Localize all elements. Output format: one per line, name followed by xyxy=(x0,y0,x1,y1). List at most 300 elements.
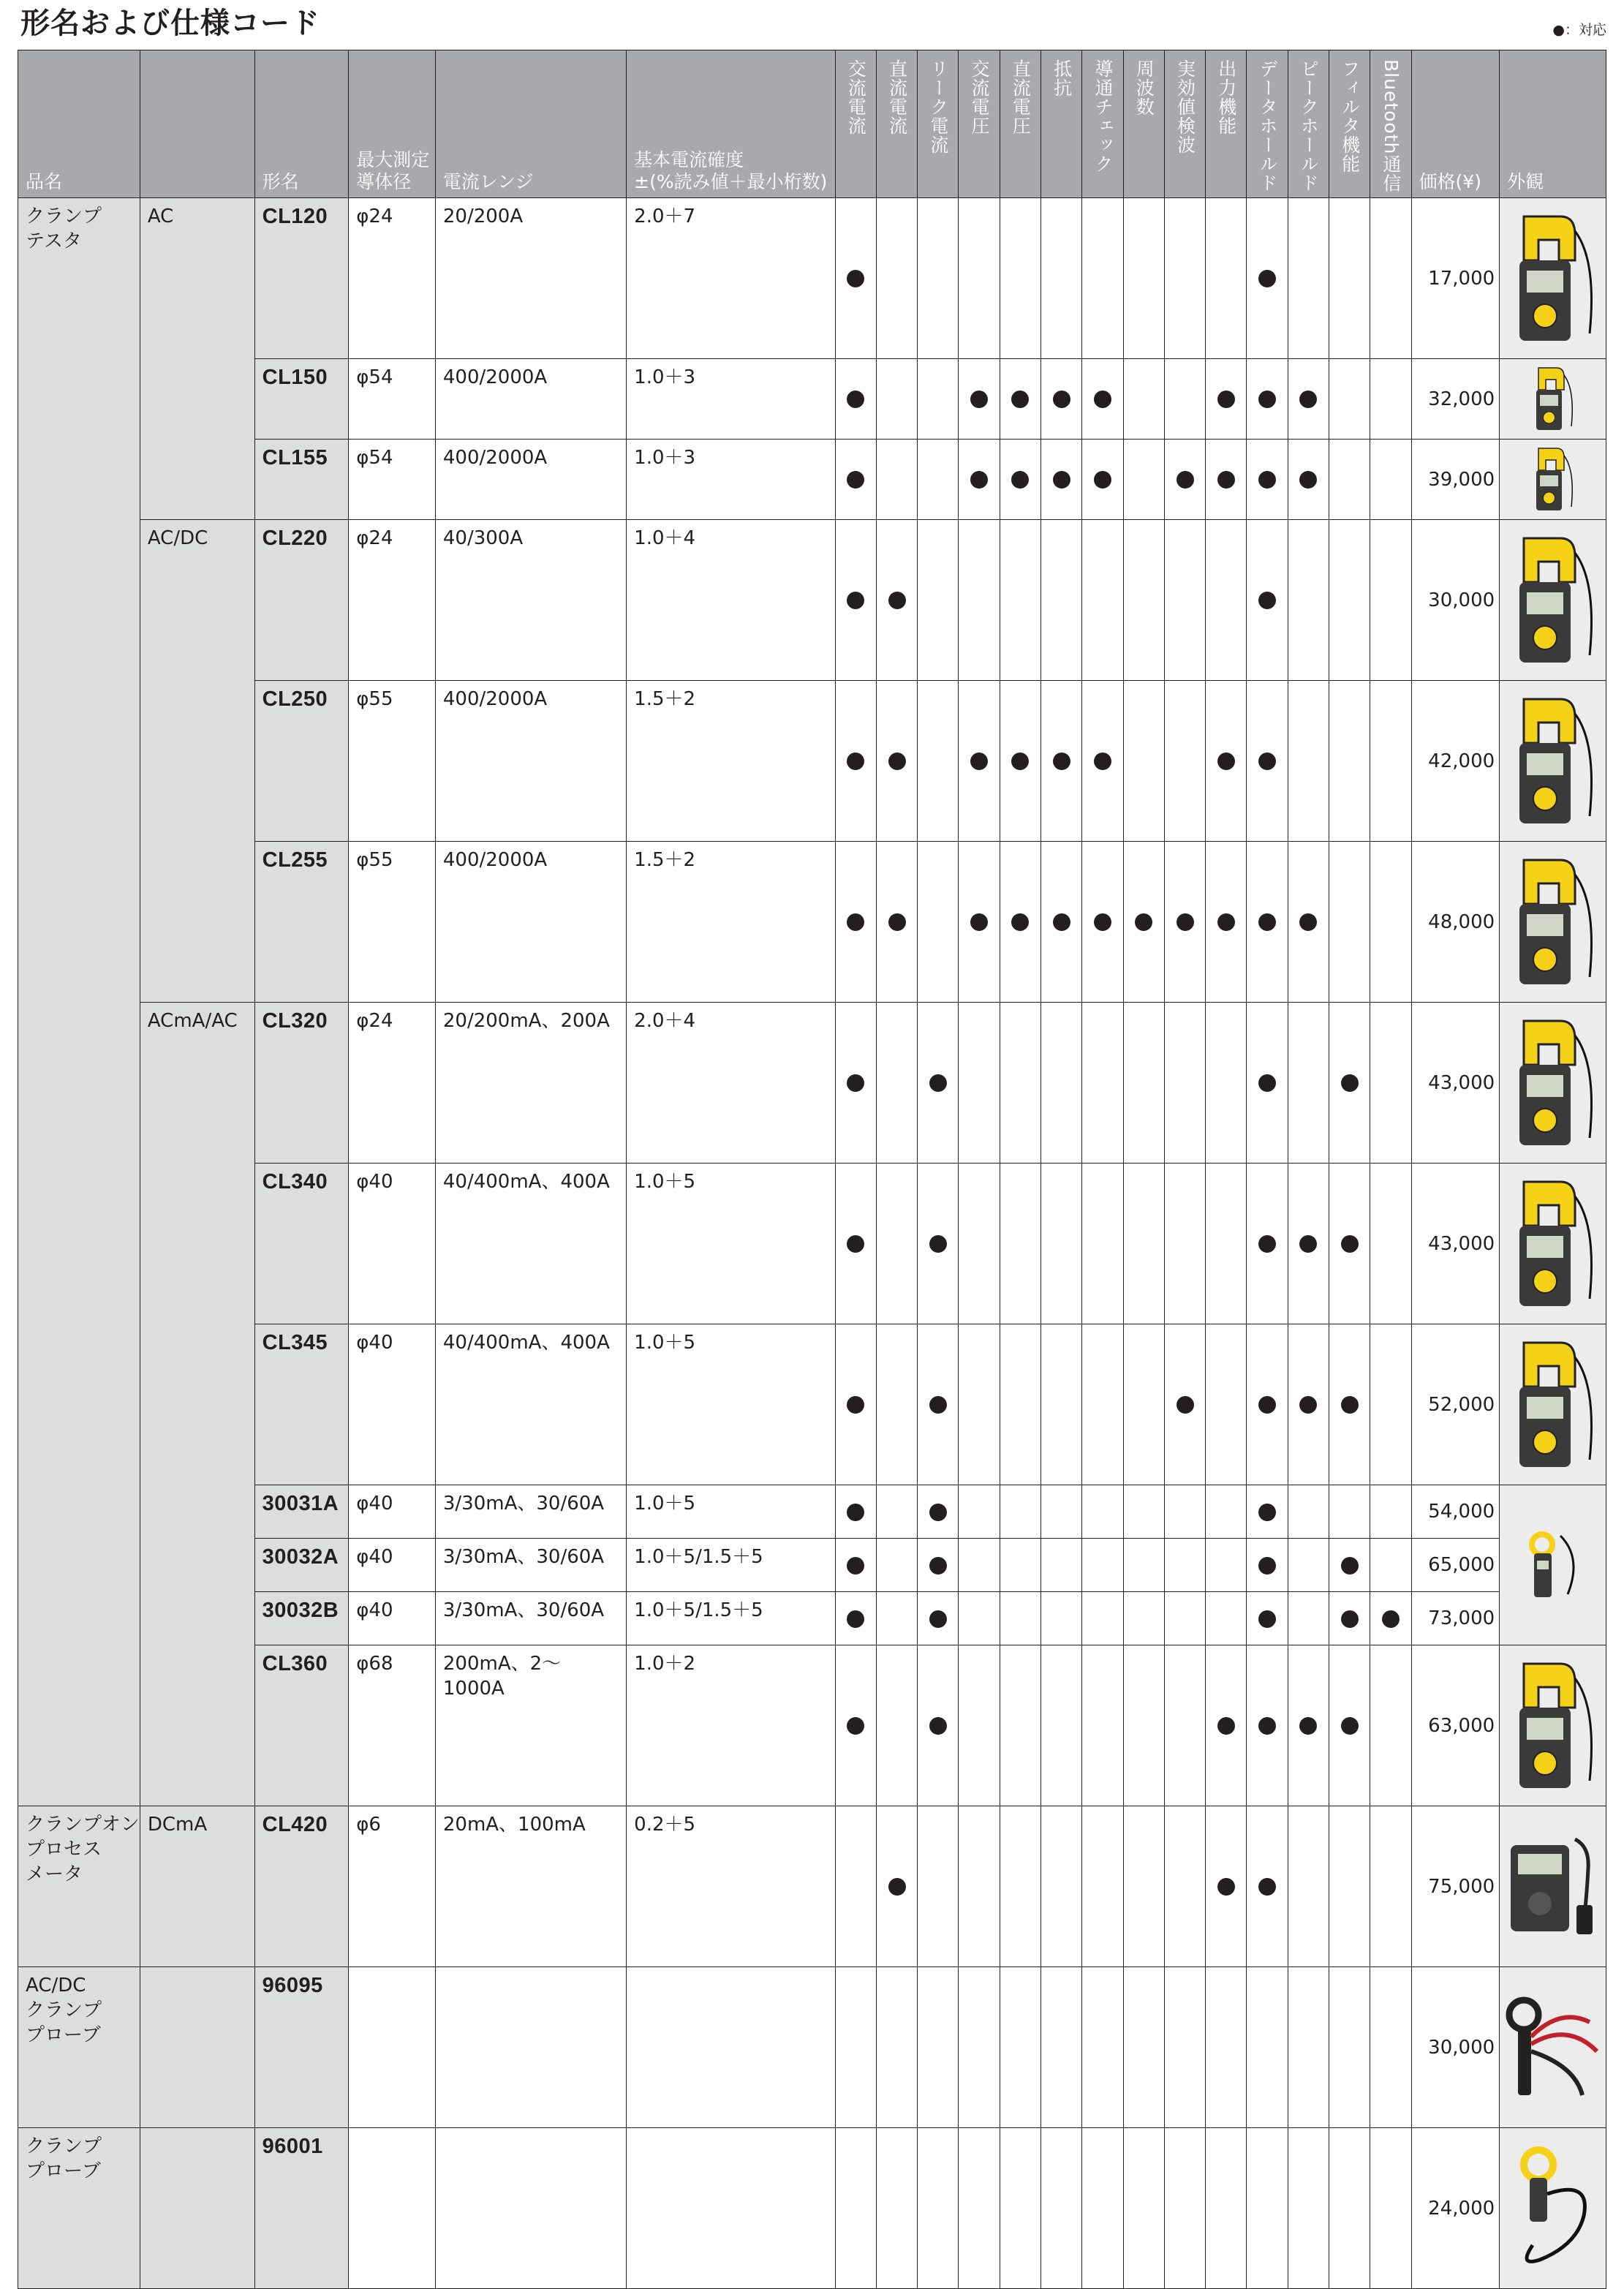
header-feature-10: データホールド xyxy=(1247,50,1288,198)
feature-cell-11 xyxy=(1288,681,1329,842)
accuracy-cell: 1.5＋2 xyxy=(627,842,835,1003)
subcategory-cell xyxy=(140,2128,254,2289)
header-feature-4: 直流電圧 xyxy=(1000,50,1041,198)
feature-cell-11 xyxy=(1288,1485,1329,1539)
feature-cell-9 xyxy=(1206,1164,1247,1324)
feature-cell-12 xyxy=(1329,1164,1370,1324)
feature-cell-9 xyxy=(1206,198,1247,359)
feature-cell-7 xyxy=(1123,2128,1164,2289)
supported-dot-icon xyxy=(1217,471,1235,489)
feature-cell-5 xyxy=(1041,1164,1082,1324)
feature-cell-5 xyxy=(1041,1806,1082,1967)
feature-cell-12 xyxy=(1329,1967,1370,2128)
feature-cell-5 xyxy=(1041,681,1082,842)
feature-cell-12 xyxy=(1329,1485,1370,1539)
feature-cell-6 xyxy=(1082,1164,1123,1324)
feature-cell-7 xyxy=(1123,842,1164,1003)
feature-cell-7 xyxy=(1123,1806,1164,1967)
feature-cell-1 xyxy=(876,440,917,520)
supported-dot-icon xyxy=(1258,1235,1276,1253)
model-cell: 96001 xyxy=(254,2128,349,2289)
feature-cell-0 xyxy=(835,1592,876,1645)
table-row xyxy=(18,520,1606,681)
clamp-meter-icon xyxy=(1527,445,1579,514)
product-image xyxy=(1500,198,1606,359)
category-cell: クランプオン プロセス メータ xyxy=(18,1806,140,1967)
feature-cell-8 xyxy=(1164,681,1205,842)
table-row xyxy=(18,198,1606,359)
legend-dot-text: ●：対応 xyxy=(1552,22,1606,38)
feature-cell-6 xyxy=(1082,681,1123,842)
price-cell: 73,000 xyxy=(1411,1592,1500,1645)
diameter-cell: φ24 xyxy=(349,1003,436,1164)
range-cell: 20mA、100mA xyxy=(435,1806,626,1967)
model-cell: 30032B xyxy=(254,1592,349,1645)
clamp-meter-icon xyxy=(1502,1335,1604,1474)
feature-cell-9 xyxy=(1206,440,1247,520)
diameter-cell: φ54 xyxy=(349,359,436,440)
supported-dot-icon xyxy=(1217,391,1235,408)
header-feature-2: リーク電流 xyxy=(918,50,959,198)
feature-cell-11 xyxy=(1288,842,1329,1003)
diameter-cell: φ54 xyxy=(349,440,436,520)
feature-cell-10 xyxy=(1247,440,1288,520)
spec-table xyxy=(18,50,1606,2289)
supported-dot-icon xyxy=(847,1074,864,1092)
price-cell: 17,000 xyxy=(1411,198,1500,359)
supported-dot-icon xyxy=(1053,913,1070,931)
header-accuracy: 基本電流確度 ±(%読み値＋最小桁数) xyxy=(627,50,835,198)
supported-dot-icon xyxy=(1094,391,1111,408)
range-cell: 400/2000A xyxy=(435,842,626,1003)
feature-cell-8 xyxy=(1164,440,1205,520)
supported-dot-icon xyxy=(929,1074,947,1092)
feature-cell-3 xyxy=(959,1806,1000,1967)
range-cell: 400/2000A xyxy=(435,359,626,440)
price-cell: 65,000 xyxy=(1411,1539,1500,1592)
header-feature-7: 周波数 xyxy=(1123,50,1164,198)
feature-cell-5 xyxy=(1041,440,1082,520)
model-cell: CL345 xyxy=(254,1324,349,1485)
feature-cell-8 xyxy=(1164,1539,1205,1592)
feature-cell-11 xyxy=(1288,2128,1329,2289)
feature-cell-6 xyxy=(1082,440,1123,520)
feature-cell-6 xyxy=(1082,1485,1123,1539)
supported-dot-icon xyxy=(1258,753,1276,770)
category-cell: クランプ テスタ xyxy=(18,198,140,1806)
feature-cell-6 xyxy=(1082,520,1123,681)
supported-dot-icon xyxy=(1011,753,1029,770)
feature-cell-9 xyxy=(1206,1592,1247,1645)
feature-cell-11 xyxy=(1288,520,1329,681)
feature-cell-3 xyxy=(959,1539,1000,1592)
table-row xyxy=(18,1164,1606,1324)
supported-dot-icon xyxy=(929,1235,947,1253)
feature-cell-1 xyxy=(876,1003,917,1164)
clamp-meter-icon xyxy=(1502,692,1604,831)
model-cell: 30032A xyxy=(254,1539,349,1592)
product-image xyxy=(1500,1164,1606,1324)
feature-cell-1 xyxy=(876,1645,917,1806)
feature-cell-4 xyxy=(1000,198,1041,359)
feature-cell-5 xyxy=(1041,1592,1082,1645)
price-cell: 30,000 xyxy=(1411,1967,1500,2128)
feature-cell-7 xyxy=(1123,1164,1164,1324)
diameter-cell: φ55 xyxy=(349,842,436,1003)
feature-cell-2 xyxy=(918,2128,959,2289)
model-cell: CL220 xyxy=(254,520,349,681)
feature-cell-9 xyxy=(1206,1645,1247,1806)
supported-dot-icon xyxy=(1258,1074,1276,1092)
feature-cell-12 xyxy=(1329,359,1370,440)
accuracy-cell: 1.0＋2 xyxy=(627,1645,835,1806)
feature-cell-13 xyxy=(1370,842,1411,1003)
feature-cell-13 xyxy=(1370,1645,1411,1806)
feature-cell-12 xyxy=(1329,2128,1370,2289)
range-cell: 20/200A xyxy=(435,198,626,359)
supported-dot-icon xyxy=(1341,1235,1359,1253)
accuracy-cell: 1.0＋4 xyxy=(627,520,835,681)
feature-cell-9 xyxy=(1206,359,1247,440)
feature-cell-8 xyxy=(1164,1164,1205,1324)
feature-cell-9 xyxy=(1206,842,1247,1003)
feature-cell-13 xyxy=(1370,1592,1411,1645)
feature-cell-13 xyxy=(1370,1539,1411,1592)
supported-dot-icon xyxy=(1299,1717,1317,1735)
supported-dot-icon xyxy=(970,913,988,931)
subcategory-cell xyxy=(140,1967,254,2128)
header-subcategory xyxy=(140,50,254,198)
range-cell: 40/300A xyxy=(435,520,626,681)
feature-cell-3 xyxy=(959,2128,1000,2289)
feature-cell-3 xyxy=(959,1164,1000,1324)
feature-cell-10 xyxy=(1247,1485,1288,1539)
header-feature-11: ピークホールド xyxy=(1288,50,1329,198)
feature-cell-7 xyxy=(1123,1324,1164,1485)
supported-dot-icon xyxy=(929,1557,947,1575)
supported-dot-icon xyxy=(1258,1557,1276,1575)
feature-cell-4 xyxy=(1000,1485,1041,1539)
feature-cell-7 xyxy=(1123,1592,1164,1645)
range-cell: 40/400mA、400A xyxy=(435,1164,626,1324)
price-cell: 24,000 xyxy=(1411,2128,1500,2289)
feature-cell-13 xyxy=(1370,1967,1411,2128)
feature-cell-2 xyxy=(918,198,959,359)
feature-cell-11 xyxy=(1288,1539,1329,1592)
supported-dot-icon xyxy=(1217,913,1235,931)
clamp-meter-icon xyxy=(1502,531,1604,670)
feature-cell-6 xyxy=(1082,1806,1123,1967)
supported-dot-icon xyxy=(847,1396,864,1414)
feature-cell-12 xyxy=(1329,1539,1370,1592)
feature-cell-10 xyxy=(1247,520,1288,681)
product-image xyxy=(1500,1003,1606,1164)
feature-cell-4 xyxy=(1000,2128,1041,2289)
supported-dot-icon xyxy=(847,471,864,489)
supported-dot-icon xyxy=(1258,1878,1276,1896)
feature-cell-6 xyxy=(1082,1539,1123,1592)
subcategory-cell: AC/DC xyxy=(140,520,254,1003)
feature-cell-13 xyxy=(1370,1164,1411,1324)
feature-cell-3 xyxy=(959,842,1000,1003)
accuracy-cell: 2.0＋7 xyxy=(627,198,835,359)
subcategory-cell: AC xyxy=(140,198,254,520)
accuracy-cell: 1.0＋5 xyxy=(627,1164,835,1324)
supported-dot-icon xyxy=(1094,753,1111,770)
feature-cell-10 xyxy=(1247,681,1288,842)
supported-dot-icon xyxy=(1094,913,1111,931)
diameter-cell xyxy=(349,2128,436,2289)
feature-cell-12 xyxy=(1329,1592,1370,1645)
accuracy-cell: 2.0＋4 xyxy=(627,1003,835,1164)
feature-cell-9 xyxy=(1206,1324,1247,1485)
header-price: 価格(¥) xyxy=(1411,50,1500,198)
feature-cell-2 xyxy=(918,520,959,681)
supported-dot-icon xyxy=(929,1610,947,1628)
page-title: 形名および仕様コード xyxy=(20,7,320,40)
supported-dot-icon xyxy=(1258,592,1276,609)
feature-cell-10 xyxy=(1247,1967,1288,2128)
feature-cell-1 xyxy=(876,1324,917,1485)
feature-cell-0 xyxy=(835,1003,876,1164)
diameter-cell: φ40 xyxy=(349,1539,436,1592)
range-cell: 400/2000A xyxy=(435,681,626,842)
clamp-meter-icon xyxy=(1527,364,1579,434)
header-range: 電流レンジ xyxy=(435,50,626,198)
feature-cell-5 xyxy=(1041,359,1082,440)
feature-cell-3 xyxy=(959,1324,1000,1485)
feature-cell-10 xyxy=(1247,1645,1288,1806)
diameter-cell: φ6 xyxy=(349,1806,436,1967)
header-feature-5: 抵抗 xyxy=(1041,50,1082,198)
feature-cell-12 xyxy=(1329,1003,1370,1164)
feature-cell-0 xyxy=(835,1539,876,1592)
table-row xyxy=(18,681,1606,842)
feature-cell-11 xyxy=(1288,1324,1329,1485)
feature-cell-1 xyxy=(876,1806,917,1967)
feature-cell-9 xyxy=(1206,1539,1247,1592)
feature-cell-10 xyxy=(1247,1806,1288,1967)
feature-cell-4 xyxy=(1000,440,1041,520)
table-row xyxy=(18,1967,1606,2128)
range-cell: 3/30mA、30/60A xyxy=(435,1539,626,1592)
feature-cell-3 xyxy=(959,359,1000,440)
feature-cell-11 xyxy=(1288,1164,1329,1324)
price-cell: 43,000 xyxy=(1411,1003,1500,1164)
clamp-meter-icon xyxy=(1502,2143,1604,2274)
supported-dot-icon xyxy=(1217,1878,1235,1896)
feature-cell-8 xyxy=(1164,359,1205,440)
feature-cell-9 xyxy=(1206,1485,1247,1539)
feature-cell-13 xyxy=(1370,1324,1411,1485)
product-image xyxy=(1500,1645,1606,1806)
feature-cell-1 xyxy=(876,359,917,440)
feature-cell-10 xyxy=(1247,1592,1288,1645)
model-cell: CL120 xyxy=(254,198,349,359)
feature-cell-13 xyxy=(1370,198,1411,359)
diameter-cell: φ40 xyxy=(349,1592,436,1645)
accuracy-cell: 1.0＋5 xyxy=(627,1485,835,1539)
supported-dot-icon xyxy=(1177,1396,1194,1414)
feature-cell-7 xyxy=(1123,681,1164,842)
model-cell: CL155 xyxy=(254,440,349,520)
header-diameter: 最大測定 導体径 xyxy=(349,50,436,198)
supported-dot-icon xyxy=(1258,270,1276,287)
feature-cell-6 xyxy=(1082,1324,1123,1485)
feature-cell-9 xyxy=(1206,681,1247,842)
supported-dot-icon xyxy=(888,592,906,609)
product-image xyxy=(1500,440,1606,520)
feature-cell-2 xyxy=(918,440,959,520)
supported-dot-icon xyxy=(1341,1610,1359,1628)
feature-cell-5 xyxy=(1041,520,1082,681)
diameter-cell: φ24 xyxy=(349,198,436,359)
table-row xyxy=(18,1592,1606,1645)
feature-cell-0 xyxy=(835,440,876,520)
feature-cell-7 xyxy=(1123,198,1164,359)
price-cell: 42,000 xyxy=(1411,681,1500,842)
supported-dot-icon xyxy=(847,391,864,408)
supported-dot-icon xyxy=(1011,913,1029,931)
feature-cell-6 xyxy=(1082,1645,1123,1806)
supported-dot-icon xyxy=(1053,471,1070,489)
feature-cell-3 xyxy=(959,1003,1000,1164)
supported-dot-icon xyxy=(847,1557,864,1575)
feature-cell-12 xyxy=(1329,681,1370,842)
feature-cell-2 xyxy=(918,1645,959,1806)
header-appearance: 外観 xyxy=(1500,50,1606,198)
feature-cell-2 xyxy=(918,1967,959,2128)
price-cell: 63,000 xyxy=(1411,1645,1500,1806)
range-cell: 40/400mA、400A xyxy=(435,1324,626,1485)
header-row xyxy=(18,50,1606,198)
header-feature-3: 交流電圧 xyxy=(959,50,1000,198)
feature-cell-3 xyxy=(959,520,1000,681)
feature-cell-1 xyxy=(876,2128,917,2289)
feature-cell-6 xyxy=(1082,1592,1123,1645)
feature-cell-0 xyxy=(835,1485,876,1539)
price-cell: 30,000 xyxy=(1411,520,1500,681)
feature-cell-1 xyxy=(876,1539,917,1592)
price-cell: 75,000 xyxy=(1411,1806,1500,1967)
price-cell: 54,000 xyxy=(1411,1485,1500,1539)
supported-dot-icon xyxy=(1258,1610,1276,1628)
accuracy-cell xyxy=(627,2128,835,2289)
model-cell: CL320 xyxy=(254,1003,349,1164)
feature-cell-1 xyxy=(876,520,917,681)
feature-cell-12 xyxy=(1329,520,1370,681)
feature-cell-13 xyxy=(1370,1485,1411,1539)
feature-cell-7 xyxy=(1123,440,1164,520)
range-cell: 3/30mA、30/60A xyxy=(435,1592,626,1645)
model-cell: CL255 xyxy=(254,842,349,1003)
feature-cell-2 xyxy=(918,1324,959,1485)
feature-cell-10 xyxy=(1247,359,1288,440)
table-row xyxy=(18,1806,1606,1967)
model-cell: 96095 xyxy=(254,1967,349,2128)
feature-cell-8 xyxy=(1164,1324,1205,1485)
feature-cell-11 xyxy=(1288,1806,1329,1967)
header-category: 品名 xyxy=(18,50,140,198)
feature-cell-8 xyxy=(1164,1645,1205,1806)
table-row xyxy=(18,1645,1606,1806)
feature-cell-0 xyxy=(835,1324,876,1485)
feature-cell-4 xyxy=(1000,842,1041,1003)
feature-cell-0 xyxy=(835,681,876,842)
category-cell: AC/DC クランプ プローブ xyxy=(18,1967,140,2128)
feature-cell-7 xyxy=(1123,520,1164,681)
product-image xyxy=(1500,681,1606,842)
feature-cell-12 xyxy=(1329,198,1370,359)
supported-dot-icon xyxy=(1258,1717,1276,1735)
supported-dot-icon xyxy=(929,1504,947,1521)
feature-cell-8 xyxy=(1164,1967,1205,2128)
feature-cell-9 xyxy=(1206,2128,1247,2289)
feature-cell-3 xyxy=(959,1967,1000,2128)
product-image xyxy=(1500,359,1606,440)
diameter-cell: φ40 xyxy=(349,1485,436,1539)
feature-cell-7 xyxy=(1123,359,1164,440)
range-cell xyxy=(435,2128,626,2289)
feature-cell-4 xyxy=(1000,1003,1041,1164)
feature-cell-2 xyxy=(918,842,959,1003)
supported-dot-icon xyxy=(1258,1396,1276,1414)
feature-cell-0 xyxy=(835,1806,876,1967)
feature-cell-10 xyxy=(1247,1003,1288,1164)
header-feature-6: 導通チェック xyxy=(1082,50,1123,198)
supported-dot-icon xyxy=(1299,1396,1317,1414)
supported-dot-icon xyxy=(1382,1610,1400,1628)
feature-cell-7 xyxy=(1123,1539,1164,1592)
feature-cell-4 xyxy=(1000,520,1041,681)
product-image xyxy=(1500,842,1606,1003)
feature-cell-6 xyxy=(1082,1003,1123,1164)
model-cell: CL340 xyxy=(254,1164,349,1324)
diameter-cell: φ40 xyxy=(349,1164,436,1324)
feature-cell-4 xyxy=(1000,1592,1041,1645)
clamp-meter-icon xyxy=(1502,1014,1604,1153)
feature-cell-1 xyxy=(876,1485,917,1539)
supported-dot-icon xyxy=(847,1717,864,1735)
supported-dot-icon xyxy=(1258,471,1276,489)
feature-cell-0 xyxy=(835,198,876,359)
feature-cell-11 xyxy=(1288,1003,1329,1164)
feature-cell-10 xyxy=(1247,1164,1288,1324)
feature-cell-2 xyxy=(918,1164,959,1324)
product-image xyxy=(1500,1485,1606,1645)
feature-cell-11 xyxy=(1288,1967,1329,2128)
feature-cell-11 xyxy=(1288,198,1329,359)
feature-cell-11 xyxy=(1288,1645,1329,1806)
feature-cell-5 xyxy=(1041,198,1082,359)
accuracy-cell: 1.0＋5 xyxy=(627,1324,835,1485)
feature-cell-3 xyxy=(959,1645,1000,1806)
supported-dot-icon xyxy=(1135,913,1152,931)
range-cell: 400/2000A xyxy=(435,440,626,520)
product-image xyxy=(1500,1967,1606,2128)
feature-cell-3 xyxy=(959,681,1000,842)
feature-cell-13 xyxy=(1370,440,1411,520)
feature-cell-5 xyxy=(1041,1967,1082,2128)
feature-cell-5 xyxy=(1041,1645,1082,1806)
feature-cell-12 xyxy=(1329,842,1370,1003)
table-row xyxy=(18,2128,1606,2289)
feature-cell-2 xyxy=(918,1485,959,1539)
feature-cell-2 xyxy=(918,1539,959,1592)
feature-cell-0 xyxy=(835,1164,876,1324)
feature-cell-5 xyxy=(1041,1485,1082,1539)
feature-cell-12 xyxy=(1329,1324,1370,1485)
